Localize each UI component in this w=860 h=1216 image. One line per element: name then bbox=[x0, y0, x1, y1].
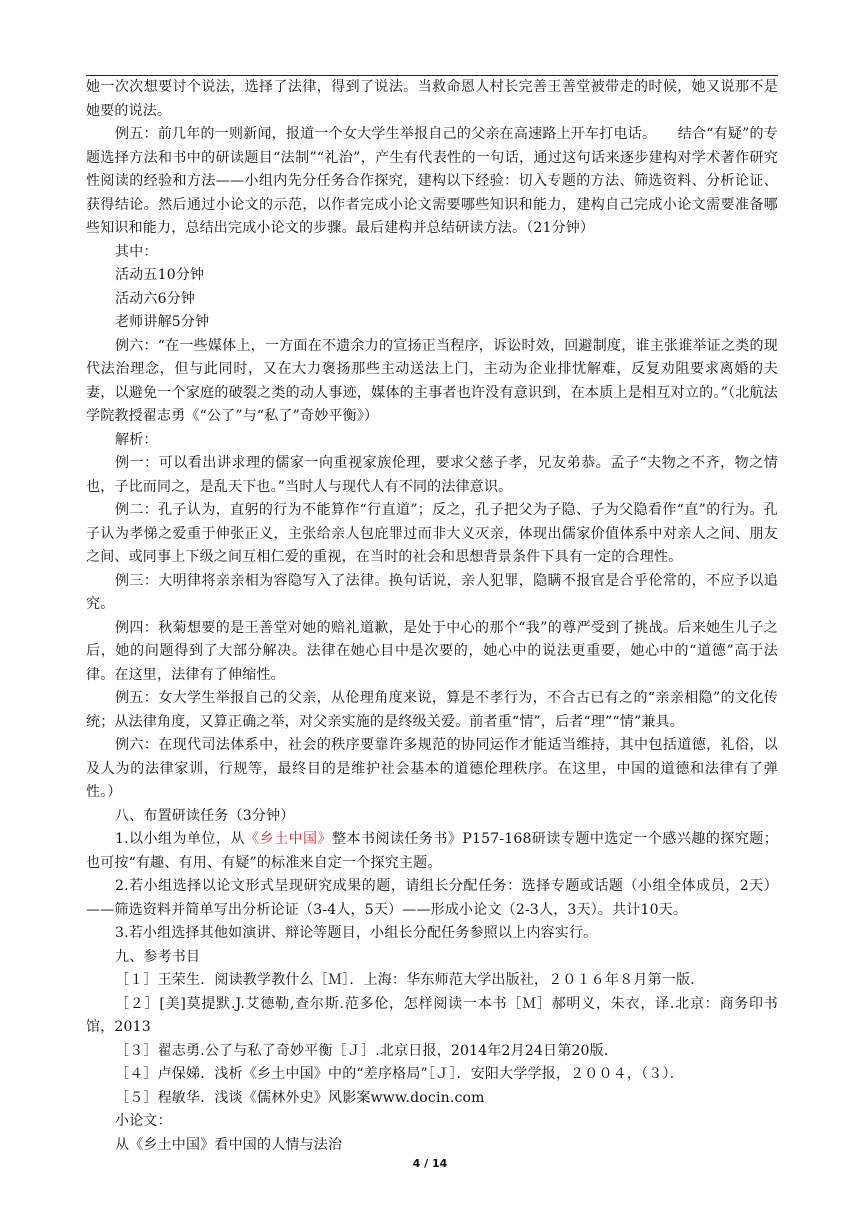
section-heading: 八、布置研读任务（3分钟） bbox=[115, 807, 295, 824]
task-text: 整本书阅读任务书》P157-168研读专题中选定一个感兴趣的探究题；也可按“有趣、有用、有疑”的标准来自定一个探究主题。 bbox=[86, 831, 778, 871]
paragraph: 例五：女大学生举报自己的父亲，从伦理角度来说，算是不孝行为，不合古已有之的“亲亲相隐”的文化传统；从法律角度，又算正确之举，对父亲实施的是终级关爱。前者重“情”，后者“理”“情”兼具。 bbox=[86, 690, 778, 730]
paragraph: 活动六6分钟 bbox=[115, 290, 196, 307]
essay-title: 从《乡土中国》看中国的人情与法治 bbox=[115, 1136, 343, 1153]
paragraph: 她一次次想要讨个说法，选择了法律，得到了说法。当救命恩人村长完善王善堂被带走的时候，她又说那不是她要的说法。 bbox=[86, 79, 778, 119]
reference-item: ［３］翟志勇.公了与私了奇妙平衡［Ｊ］.北京日报，2014年2月24日第20版. bbox=[115, 1042, 609, 1059]
reference-item: ［１］王荣生．阅读教学教什么［Ｍ］．上海：华东师范大学出版社，２０１６年８月第一版． bbox=[115, 972, 705, 988]
essay-label: 小论文： bbox=[115, 1113, 172, 1129]
book-title-link[interactable]: 《乡土中国》 bbox=[245, 831, 332, 847]
paragraph: 解析： bbox=[115, 431, 158, 448]
task-item-3: 3.若小组选择其他如演讲、辩论等题目，小组长分配任务参照以上内容实行。 bbox=[115, 925, 598, 941]
paragraph: 例五：前几年的一则新闻，报道一个女大学生举报自己的父亲在高速路上开车打电话。 结合“有疑”的专题选择方法和书中的研读题目“法制”“礼治”，产生有代表性的一句话，通过这句话来逐步建构对学术著作研究性阅读的经验和方法——小组内先分任务合作探究，建构以下经验：切入专题的方法、筛选资料、分析论证、获得结论。然后通过小论文的示范，以作者完成小论文需要哪些知识和能力，建构自己完成小论文需要准备哪些知识和能力，总结出完成小论文的步骤。最后建构并总结研读方法。（21分钟） bbox=[86, 126, 778, 236]
paragraph: 例一：可以看出讲求理的儒家一向重视家族伦理，要求父慈子孝，兄友弟恭。孟子“夫物之不齐，物之情也，子比而同之，是乱天下也。”当时人与现代人有不同的法律意识。 bbox=[86, 455, 778, 495]
section-heading: 九、参考书目 bbox=[115, 948, 201, 965]
paragraph: 老师讲解5分钟 bbox=[115, 314, 210, 330]
reference-item: ［５］程敏华．浅谈《儒林外史》风影案www.docin.com bbox=[115, 1089, 485, 1106]
paragraph: 例六：“在一些媒体上，一方面在不遗余力的宣扬正当程序，诉讼时效，回避制度，谁主张谁举证之类的现代法治理念，但与此同时，又在大力褒扬那些主动送法上门，主动为企业排忧解难，反复劝阻要求离婚的夫妻，以避免一个家庭的破裂之类的动人事迹，媒体的主事者也许没有意识到，在本质上是相互对立的。”（北航法学院教授翟志勇《“公了”与“私了”奇妙平衡》） bbox=[86, 337, 778, 424]
reference-item: ［４］卢保娣．浅析《乡土中国》中的“差序格局”［Ｊ］．安阳大学学报，２００４，（３）． bbox=[115, 1066, 684, 1082]
task-item-2: 2.若小组选择以论文形式呈现研究成果的题，请组长分配任务：选择专题或话题（小组全体成员，2天）——筛选资料并简单写出分析论证（3-4人，5天）——形成小论文（2-3人，3天）。共计10天。 bbox=[86, 878, 778, 918]
paragraph: 例六：在现代司法体系中，社会的秩序要靠许多规范的协同运作才能适当维持，其中包括道德，礼俗，以及人为的法律家训，行规等，最终目的是维护社会基本的道德伦理秩序。在这里，中国的道德和法律有了弹性。） bbox=[86, 737, 778, 800]
paragraph: 例二：孔子认为，直躬的行为不能算作“行直道”；反之，孔子把父为子隐、子为父隐看作“直”的行为。孔子认为孝悌之爱重于伸张正义，主张给亲人包庇罪过而非大义灭亲，体现出儒家价值体系中对亲人之间、朋友之间、或同事上下级之间互相仁爱的重视，在当时的社会和思想背景条件下具有一定的合理性。 bbox=[86, 502, 778, 565]
task-text: 1.以小组为单位，从 bbox=[115, 831, 245, 847]
paragraph: 例四：秋菊想要的是王善堂对她的赔礼道歉，是处于中心的那个“我”的尊严受到了挑战。后来她生儿子之后，她的问题得到了大部分解决。法律在她心目中是次要的，她心中的说法更重要，她心中的“道德”高于法律。在这里，法律有了伸缩性。 bbox=[86, 619, 778, 683]
task-item-1 bbox=[86, 828, 778, 875]
paragraph: 其中： bbox=[115, 243, 158, 260]
paragraph: 例三：大明律将亲亲相为容隐写入了法律。换句话说，亲人犯罪，隐瞒不报官是合乎伦常的，不应予以追究。 bbox=[86, 572, 778, 612]
reference-item: ［２］[美]莫提默.J.艾德勒,查尔斯.范多伦，怎样阅读一本书［Ｍ］郝明义，朱衣，译.北京：商务印书馆，2013 bbox=[86, 995, 778, 1035]
page-number: 4 / 14 bbox=[412, 1157, 448, 1170]
document-body bbox=[86, 76, 778, 1157]
paragraph: 活动五10分钟 bbox=[115, 267, 205, 283]
